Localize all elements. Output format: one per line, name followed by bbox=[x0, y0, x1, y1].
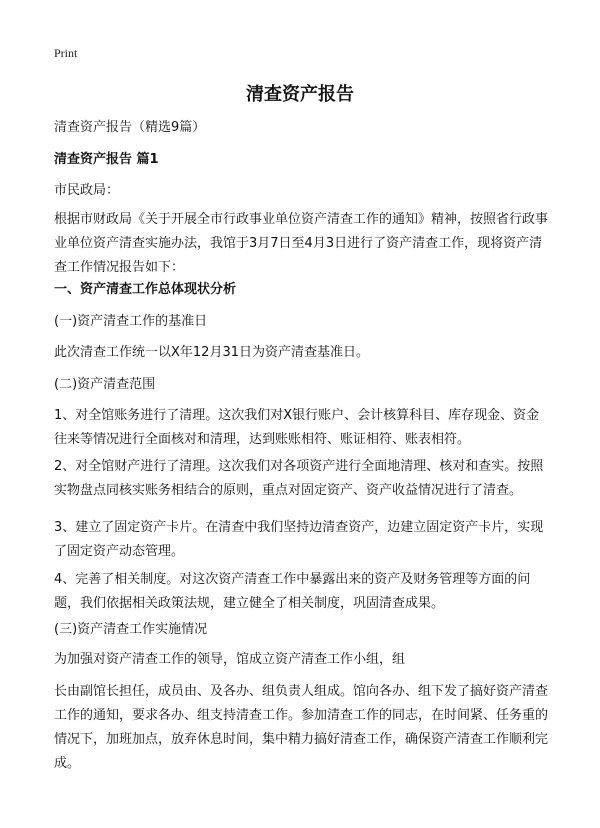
paragraph-item-4: 4、完善了相关制度。对这次资产清查工作中暴露出来的资产及财务管理等方面的问题，我们依据相关政策法规，建立健全了相关制度，巩固清查成果。 bbox=[54, 572, 531, 611]
subtitle: 清查资产报告（精选9篇） bbox=[54, 120, 206, 135]
paragraph-item-2: 2、对全馆财产进行了清理。这次我们对各项资产进行全面地清理、核对和查实。按照实物盘点同核实账务相结合的原则，重点对固定资产、资产收益情况进行了清查。 bbox=[54, 459, 544, 498]
print-label: Print bbox=[54, 46, 78, 60]
paragraph-item-3: 3、建立了固定资产卡片。在清查中我们坚持边清查资产，边建立固定资产卡片，实现了固定资产动态管理。 bbox=[54, 520, 544, 559]
paragraph-baseline-date: 此次清查工作统一以X年12月31日为资产清查基准日。 bbox=[54, 345, 369, 360]
paragraph-item-1: 1、对全馆账务进行了清理。这次我们对X银行账户、会计核算科目、库存现金、资金往来等情况进行全面核对和清理，达到账账相符、账证相符、账表相符。 bbox=[54, 408, 540, 447]
heading-section-1: 一、资产清查工作总体现状分析 bbox=[54, 282, 237, 297]
paragraph-implementation-2: 长由副馆长担任，成员由、及各办、组负责人组成。馆向各办、组下发了搞好资产清查工作的通知，要求各办、组支持清查工作。参加清查工作的同志，在时间紧、任务重的情况下，加班加点，放弃休息时间，集中精力搞好清查工作，确保资产清查工作顺利完成。 bbox=[54, 684, 549, 771]
paragraph-implementation-1: 为加强对资产清查工作的领导，馆成立资产清查工作小组，组 bbox=[54, 652, 406, 667]
page-title: 清查资产报告 bbox=[246, 84, 354, 105]
salutation: 市民政局： bbox=[54, 183, 120, 198]
subheading-scope: (二)资产清查范围 bbox=[54, 377, 156, 392]
section-heading: 清查资产报告 篇1 bbox=[54, 152, 159, 167]
paragraph-intro: 根据市财政局《关于开展全市行政事业单位资产清查工作的通知》精神，按照省行政事业单位资产清查实施办法，我馆于3月7日至4月3日进行了资产清查工作，现将资产清查工作情况报告如下： bbox=[54, 212, 549, 275]
subheading-baseline-date: (一)资产清查工作的基准日 bbox=[54, 314, 208, 329]
subheading-implementation: (三)资产清查工作实施情况 bbox=[54, 622, 208, 637]
